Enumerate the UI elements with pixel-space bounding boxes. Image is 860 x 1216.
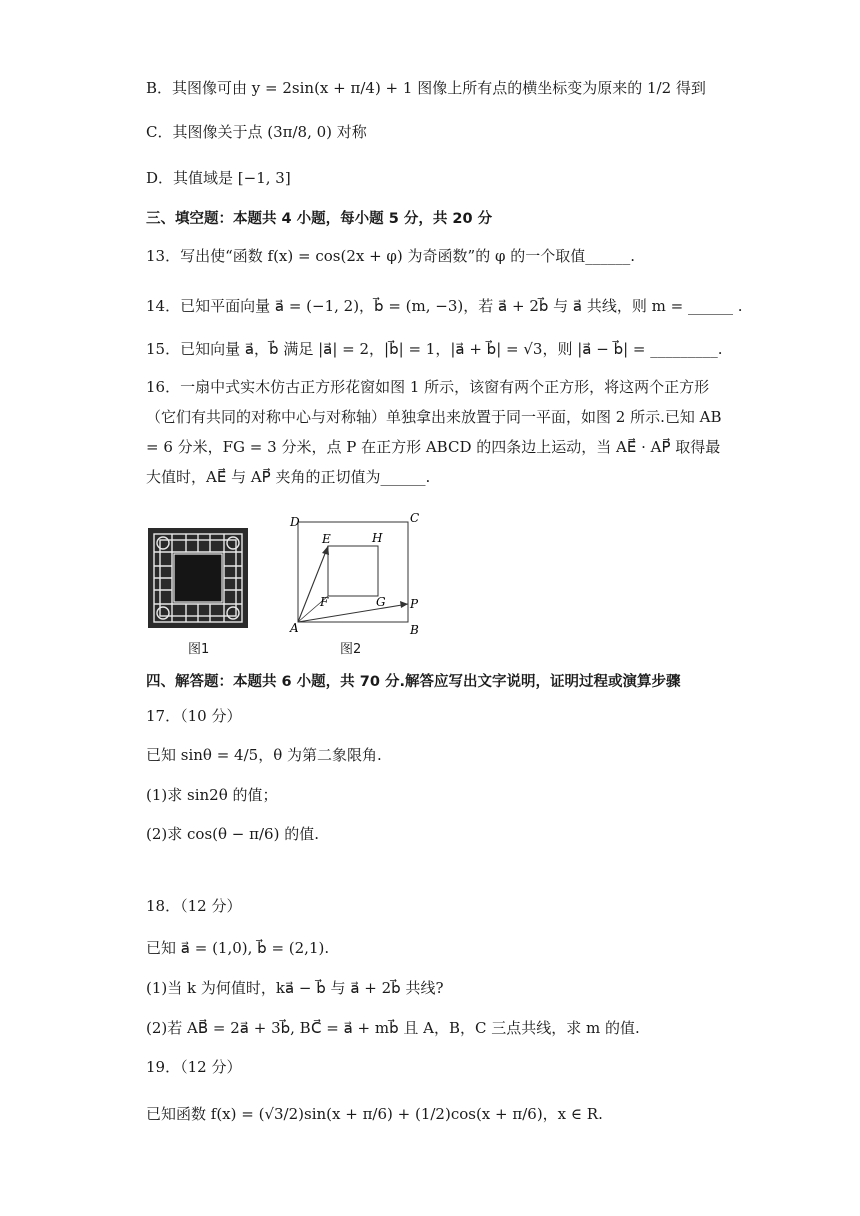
section-4-heading: 四、解答题：本题共 6 小题，共 70 分.解答应写出文字说明，证明过程或演算步骤 bbox=[146, 674, 681, 690]
figure-area bbox=[146, 508, 446, 658]
question-17-part-2: (2)求 cos(θ − π/6) 的值. bbox=[146, 825, 319, 843]
option-d: D．其值域是 [−1, 3] bbox=[146, 169, 291, 187]
label-e: E bbox=[322, 532, 331, 546]
question-18-part-1: (1)当 k 为何值时，ka⃗ − b⃗ 与 a⃗ + 2b⃗ 共线? bbox=[146, 979, 444, 997]
question-18-part-2: (2)若 AB⃗ = 2a⃗ + 3b⃗, BC⃗ = a⃗ + mb⃗ 且 A，B，C 三点共线，求 m 的值. bbox=[146, 1019, 640, 1037]
figures-svg bbox=[146, 508, 446, 658]
label-g: G bbox=[376, 595, 386, 609]
question-15: 15．已知向量 a⃗，b⃗ 满足 |a⃗| = 2，|b⃗| = 1，|a⃗ + b⃗| = √3，则 |a⃗ − b⃗| = _________. bbox=[146, 340, 723, 358]
label-d: D bbox=[290, 515, 300, 529]
label-a: A bbox=[290, 621, 299, 635]
question-17-stem: 已知 sinθ = 4/5，θ 为第二象限角. bbox=[146, 746, 382, 764]
vector-ae bbox=[298, 546, 328, 622]
figure-1-window bbox=[148, 528, 248, 628]
vector-ap bbox=[298, 604, 408, 622]
question-18-stem: 已知 a⃗ = (1,0), b⃗ = (2,1). bbox=[146, 939, 330, 957]
question-18-header: 18．（12 分） bbox=[146, 897, 242, 915]
label-p: P bbox=[410, 597, 419, 611]
question-19-header: 19．（12 分） bbox=[146, 1058, 242, 1076]
figure-1-caption: 图1 bbox=[188, 642, 210, 657]
question-13: 13．写出使“函数 f(x) = cos(2x + φ) 为奇函数”的 φ 的一个取值______. bbox=[146, 247, 636, 265]
label-c: C bbox=[410, 511, 420, 525]
question-17-part-1: (1)求 sin2θ 的值； bbox=[146, 786, 278, 804]
question-19-stem: 已知函数 f(x) = (√3/2)sin(x + π/6) + (1/2)cos(x + π/6)，x ∈ R. bbox=[146, 1105, 603, 1123]
option-c: C．其图像关于点 (3π/8, 0) 对称 bbox=[146, 123, 367, 141]
question-14: 14．已知平面向量 a⃗ = (−1, 2)，b⃗ = (m, −3)，若 a⃗ + 2b⃗ 与 a⃗ 共线，则 m = ______ . bbox=[146, 297, 743, 315]
label-h: H bbox=[372, 531, 383, 545]
option-b: B．其图像可由 y = 2sin(x + π/4) + 1 图像上所有点的横坐标变为原来的 1/2 得到 bbox=[146, 79, 706, 97]
question-17-header: 17．（10 分） bbox=[146, 707, 242, 725]
section-3-heading: 三、填空题：本题共 4 小题，每小题 5 分，共 20 分 bbox=[146, 211, 493, 227]
label-f: F bbox=[320, 595, 329, 609]
figure-2-caption: 图2 bbox=[340, 642, 362, 657]
question-16: 16．一扇中式实木仿古正方形花窗如图 1 所示，该窗有两个正方形，将这两个正方形（它们有共同的对称中心与对称轴）单独拿出来放置于同一平面，如图 2 所示.已知 AB = 6 分米，FG = 3 分米，点 P 在正方形 ABCD 的四条边上运动，当 AE⃗ · AP⃗ 取得最大值时，AE⃗ 与 AP⃗ 夹角的正切值为______. bbox=[146, 378, 722, 486]
label-b: B bbox=[410, 623, 419, 637]
figure-2-diagram bbox=[289, 511, 419, 637]
